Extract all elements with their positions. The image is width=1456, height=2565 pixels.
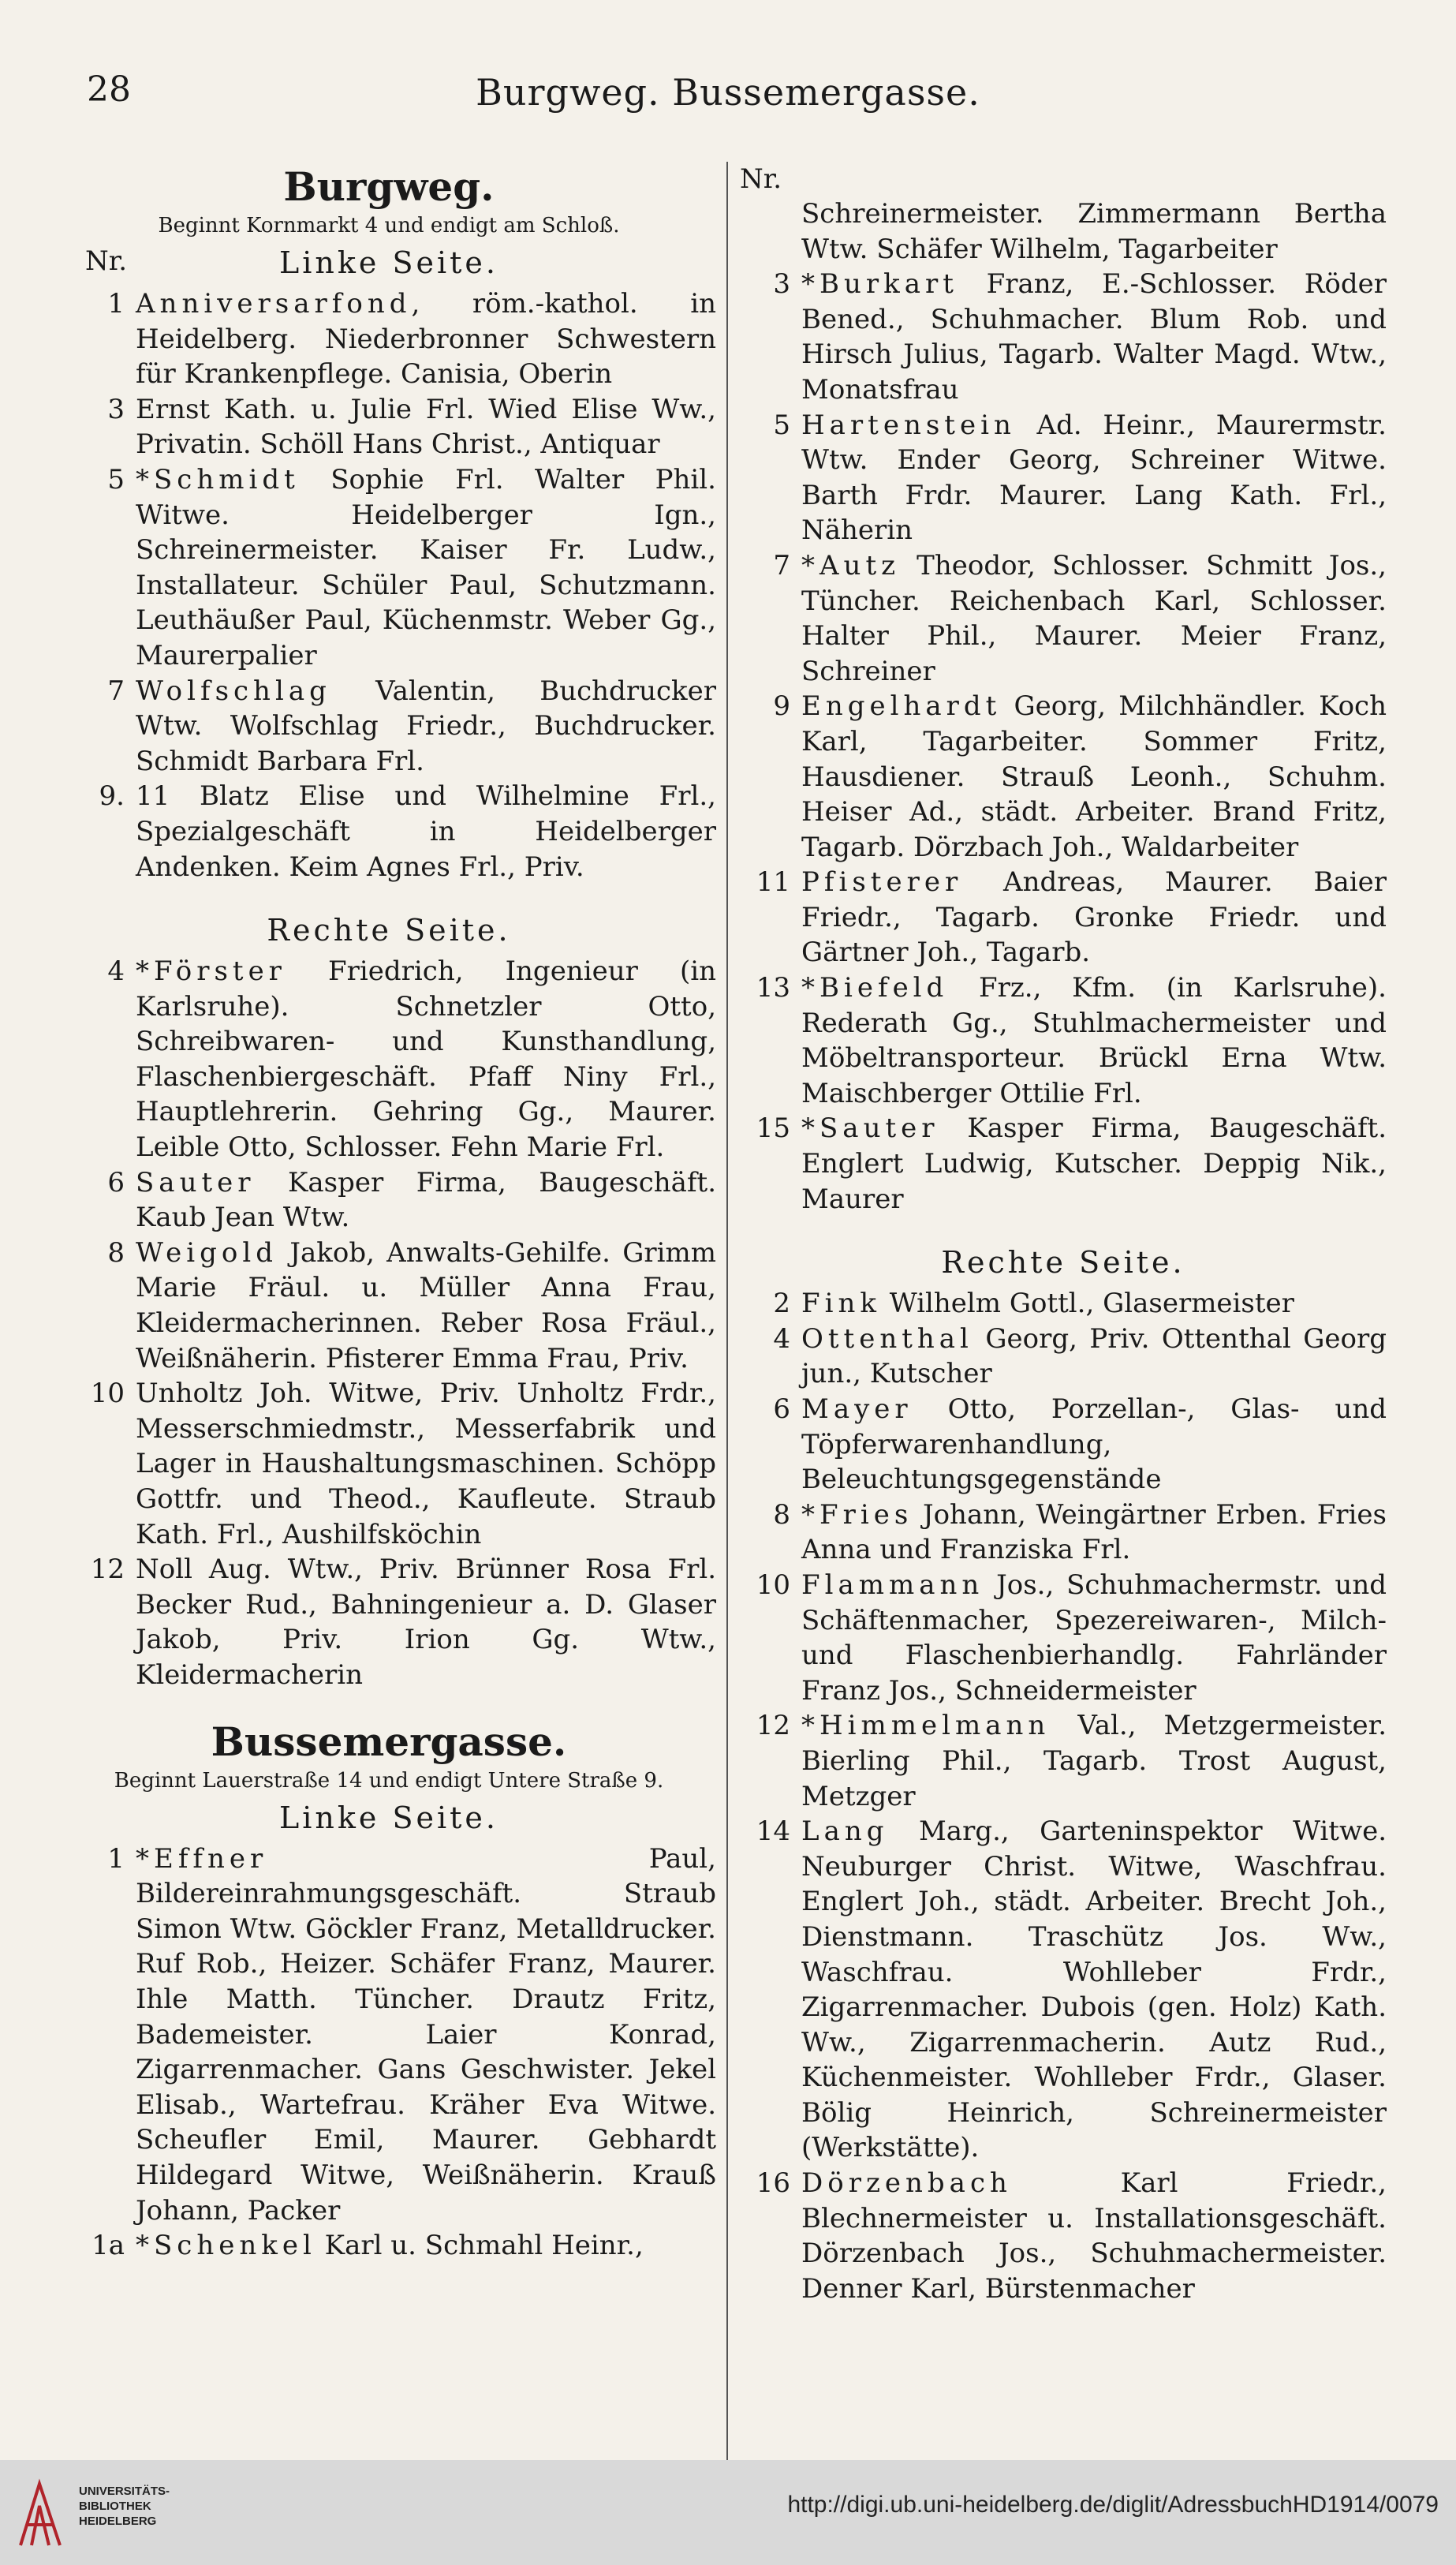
residents-text: Johann, Weingärtner Erben. Fries Anna und Franziska Frl. [801,1498,1387,1566]
primary-name: Lang [801,1815,889,1848]
residents-text: Andreas, Maurer. Baier Friedr., Tagarb. Gronke Friedr. und Gärtner Joh., Tagarb. [801,866,1387,969]
address-entry [62,1165,716,1236]
address-entry [62,1841,716,2229]
side-heading-left: Linke Seite. [279,245,498,280]
entry-text [801,1392,1387,1497]
residents-text: Paul, Bildereinrahmungsgeschäft. Straub Simon Wtw. Göckler Franz, Metalldrucker. Ruf Rob., Heizer. Schäfer Franz, Maurer. Ihle Matth. Tüncher. Drautz Fritz, Bademeister. Laier Konrad, Zigarrenmacher. Gans Geschwister. Jekel Elisab., Wartefrau. Kräher Eva Witwe. Scheufler Emil, Maurer. Gebhardt Hildegard Witwe, Weißnäherin. Krauß Johann, Packer [136,1842,716,2227]
address-entry [740,1322,1387,1392]
house-number: 2 [773,1288,790,1320]
page-number: 28 [87,69,131,110]
residents-text: 11 Blatz Elise und Wilhelmine Frl., Spezialgeschäft in Heidelberger Andenken. Keim Agnes Frl., Priv. [136,780,716,883]
left-column [62,162,716,2264]
residents-text: Jakob, Anwalts-Gehilfe. Grimm Marie Fräul. u. Müller Anna Frau, Kleidermacherinnen. Reber Rosa Fräul., Weißnäherin. Pfisterer Emma Frau, Priv. [136,1236,716,1374]
residents-text: Noll Aug. Wtw., Priv. Brünner Rosa Frl. Becker Rud., Bahningenieur a. D. Glaser Jakob, Priv. Irion Gg. Wtw., Kleidermacherin [136,1554,716,1691]
house-number: 10 [90,1378,125,1410]
residents-text: Franz, E.-Schlosser. Röder Bened., Schuhmacher. Blum Rob. und Hirsch Julius, Tagarb. Walter Magd. Wtw., Monatsfrau [801,268,1387,406]
address-entry [740,1286,1387,1322]
address-entry [62,674,716,780]
entry-text [801,1568,1387,1708]
residents-text: Kasper Firma, Baugeschäft. Kaub Jean Wtw. [136,1166,716,1234]
primary-name: Pfisterer [801,866,963,899]
primary-name: Ottenthal [801,1322,973,1355]
entry-text [801,2166,1387,2306]
house-number: 6 [107,1166,125,1198]
residents-text: Val., Metzgermeister. Bierling Phil., Tagarb. Trost August, Metzger [801,1710,1387,1812]
address-entry [740,2166,1387,2306]
primary-name: *Biefeld [801,972,949,1004]
residents-text: Unholtz Joh. Witwe, Priv. Unholtz Frdr., Messerschmiedmstr., Messerfabrik und Lager in Haushaltungsmaschinen. Schöpp Gottfr. und Theod., Kaufleute. Straub Kath. Frl., Aushilfsköchin [136,1378,716,1550]
address-entry [62,1552,716,1692]
entry-text [801,548,1387,689]
residents-text: Karl Friedr., Blechnermeister u. Installationsgeschäft. Dörzenbach Jos., Schuhmachermeister. Denner Karl, Bürstenmacher [801,2167,1387,2305]
entry-text [136,392,716,462]
bussemergasse-left-list-continued [740,196,1387,1217]
residents-text: Kasper Firma, Baugeschäft. Englert Ludwig, Kutscher. Deppig Nik., Maurer [801,1112,1387,1215]
house-number [740,196,801,267]
entry-text [801,196,1387,267]
running-title: Burgweg. Bussemergasse. [476,71,980,114]
house-number: 8 [107,1236,125,1269]
house-number: 12 [756,1710,790,1742]
entry-text [801,1708,1387,1814]
residents-text: Ad. Heinr., Maurermstr. Wtw. Ender Georg, Schreiner Witwe. Barth Frdr. Maurer. Lang Kath. Frl., Näherin [801,409,1387,547]
column-divider [726,162,728,2466]
house-number: 1a [91,2230,125,2262]
entry-text [136,1165,716,1236]
house-number: 9. [99,780,125,813]
entry-text [136,286,716,392]
primary-name: Weigold [136,1236,278,1269]
entry-text [801,970,1387,1111]
street-subtitle-burgweg: Beginnt Kornmarkt 4 und endigt am Schloß. [158,214,620,237]
primary-name: *Förster [136,955,286,988]
house-number: 1 [107,288,125,320]
house-number: 1 [107,1842,125,1875]
entry-text [136,954,716,1165]
side-heading-right: Rechte Seite. [941,1245,1185,1281]
house-number: 11 [756,866,790,899]
bussemergasse-left-list [62,1841,716,2264]
house-number: 6 [773,1393,790,1425]
address-entry [740,1392,1387,1497]
right-column [740,162,1387,2306]
entry-text [801,1111,1387,1217]
primary-name: Sauter [136,1166,256,1198]
street-title-bussemergasse: Bussemergasse. [211,1718,567,1765]
primary-name: *Fries [801,1498,913,1531]
entry-text [136,1376,716,1552]
address-entry [740,1814,1387,2166]
address-entry [62,392,716,462]
house-number: 16 [756,2167,790,2200]
house-number: 4 [773,1322,790,1355]
entry-text [801,1322,1387,1392]
address-entry [740,1111,1387,1217]
residents-text: Ernst Kath. u. Julie Frl. Wied Elise Ww., Privatin. Schöll Hans Christ., Antiquar [136,393,716,461]
primary-name: *Himmelmann [801,1710,1051,1742]
primary-name: *Sauter [801,1112,939,1145]
house-number: 7 [773,549,790,581]
house-number: 9 [773,690,790,723]
address-entry [740,865,1387,970]
nr-label: Nr. [740,163,782,195]
address-entry [740,1568,1387,1708]
entry-text [136,674,716,780]
nr-header [62,244,716,282]
burgweg-left-list [62,286,716,884]
primary-name: *Schmidt [136,463,300,495]
primary-name: *Schenkel [136,2230,316,2262]
primary-name: *Autz [801,549,901,581]
entry-text [801,1814,1387,2166]
address-entry [740,689,1387,865]
address-entry [62,1376,716,1552]
address-entry [62,954,716,1165]
residents-text: Sophie Frl. Walter Phil. Witwe. Heidelberger Ign., Schreinermeister. Kaiser Fr. Ludw., Installateur. Schüler Paul, Schutzmann. Leuthäußer Paul, Küchenmstr. Weber Gg., Maurerpalier [136,463,716,671]
address-entry [62,462,716,674]
house-number: 3 [773,268,790,301]
residents-text: Georg, Priv. Ottenthal Georg jun., Kutscher [801,1322,1387,1390]
side-heading-right: Rechte Seite. [267,913,511,948]
library-logo-text: UNIVERSITÄTS- BIBLIOTHEK HEIDELBERG [79,2485,170,2528]
residents-text: Frz., Kfm. (in Karlsruhe). Rederath Gg., Stuhlmachermeister und Möbeltransporteur. Brückl Erna Wtw. Maischberger Ottilie Frl. [801,972,1387,1109]
address-entry [740,1497,1387,1568]
address-entry [62,1236,716,1376]
address-entry [62,286,716,392]
residents-text: Jos., Schuhmachermstr. und Schäftenmacher, Spezereiwaren-, Milch- und Flaschenbierhandlg. Fahrländer Franz Jos., Schneidermeister [801,1569,1387,1707]
street-title-burgweg: Burgweg. [283,163,495,210]
house-number: 15 [756,1112,790,1145]
entry-text [136,779,716,884]
entry-text [136,2228,716,2264]
house-number: 7 [107,675,125,707]
primary-name: Wolfschlag [136,675,331,707]
address-entry [740,267,1387,407]
entry-text [136,1552,716,1692]
primary-name: Hartenstein [801,409,1016,441]
address-entry [62,779,716,884]
source-url-link[interactable]: http://digi.ub.uni-heidelberg.de/diglit/AdressbuchHD1914/0079 [787,2492,1439,2518]
primary-name: Flammann [801,1569,984,1601]
primary-name: *Burkart [801,268,958,301]
primary-name: Dörzenbach [801,2167,1012,2200]
house-number: 4 [107,955,125,988]
residents-text: Schreinermeister. Zimmermann Bertha Wtw. Schäfer Wilhelm, Tagarbeiter [801,198,1387,265]
address-entry [740,1708,1387,1814]
residents-text: Karl u. Schmahl Heinr., [315,2230,644,2262]
address-entry [740,970,1387,1111]
residents-text: Otto, Porzellan-, Glas- und Töpferwarenhandlung, Beleuchtungsgegenstände [801,1393,1387,1496]
house-number: 12 [90,1554,125,1586]
primary-name: Fink [801,1288,881,1320]
primary-name: Anniversarfond [136,288,412,320]
house-number: 13 [756,972,790,1004]
primary-name: Engelhardt [801,690,1002,723]
library-logo-icon [16,2474,65,2550]
house-number: 14 [756,1815,790,1848]
primary-name: *Effner [136,1842,268,1875]
entry-text [136,1841,716,2229]
footer-bar [0,2460,1456,2565]
street-subtitle-bussemergasse: Beginnt Lauerstraße 14 und endigt Untere Straße 9. [114,1768,664,1793]
house-number: 5 [107,463,125,495]
entry-text [801,1497,1387,1568]
address-entry [740,408,1387,548]
residents-text: Friedrich, Ingenieur (in Karlsruhe). Schnetzler Otto, Schreibwaren- und Kunsthandlung, Flaschenbiergeschäft. Pfaff Niny Frl., Hauptlehrerin. Gehring Gg., Maurer. Leible Otto, Schlosser. Fehn Marie Frl. [136,955,716,1164]
address-entry [740,548,1387,689]
bussemergasse-right-list [740,1286,1387,2306]
address-entry [62,2228,716,2264]
primary-name: Mayer [801,1393,913,1425]
address-entry [740,196,1387,267]
burgweg-right-list [62,954,716,1692]
nr-label: Nr. [85,245,128,277]
house-number: 5 [773,409,790,441]
side-heading-left: Linke Seite. [279,1800,498,1835]
residents-text: Marg., Garteninspektor Witwe. Neuburger Christ. Witwe, Waschfrau. Englert Joh., städt. Arbeiter. Brecht Joh., Dienstmann. Traschütz Jos. Ww., Waschfrau. Wohlleber Frdr., Zigarrenmacher. Dubois (gen. Holz) Kath. Ww., Zigarrenmacherin. Autz Rud., Küchenmeister. Wohlleber Frdr., Glaser. Bölig Heinrich, Schreinermeister (Werkstätte). [801,1815,1387,2164]
entry-text [136,462,716,674]
house-number: 8 [773,1498,790,1531]
residents-text: Valentin, Buchdrucker Wtw. Wolfschlag Friedr., Buchdrucker. Schmidt Barbara Frl. [136,675,716,777]
entry-text [136,1236,716,1376]
house-number: 10 [756,1569,790,1601]
residents-text: Theodor, Schlosser. Schmitt Jos., Tüncher. Reichenbach Karl, Schlosser. Halter Phil., Maurer. Meier Franz, Schreiner [801,549,1387,687]
house-number: 3 [107,393,125,425]
residents-text: , röm.-kathol. in Heidelberg. Niederbronner Schwestern für Krankenpflege. Canisia, Oberin [136,288,716,391]
entry-text [801,865,1387,970]
entry-text [801,408,1387,548]
entry-text [801,267,1387,407]
entry-text [801,689,1387,865]
residents-text: Wilhelm Gottl., Glasermeister [880,1288,1294,1320]
entry-text [801,1286,1387,1322]
residents-text: Georg, Milchhändler. Koch Karl, Tagarbeiter. Sommer Fritz, Hausdiener. Strauß Leonh., Schuhm. Heiser Ad., städt. Arbeiter. Brand Fritz, Tagarb. Dörzbach Joh., Waldarbeiter [801,690,1387,863]
